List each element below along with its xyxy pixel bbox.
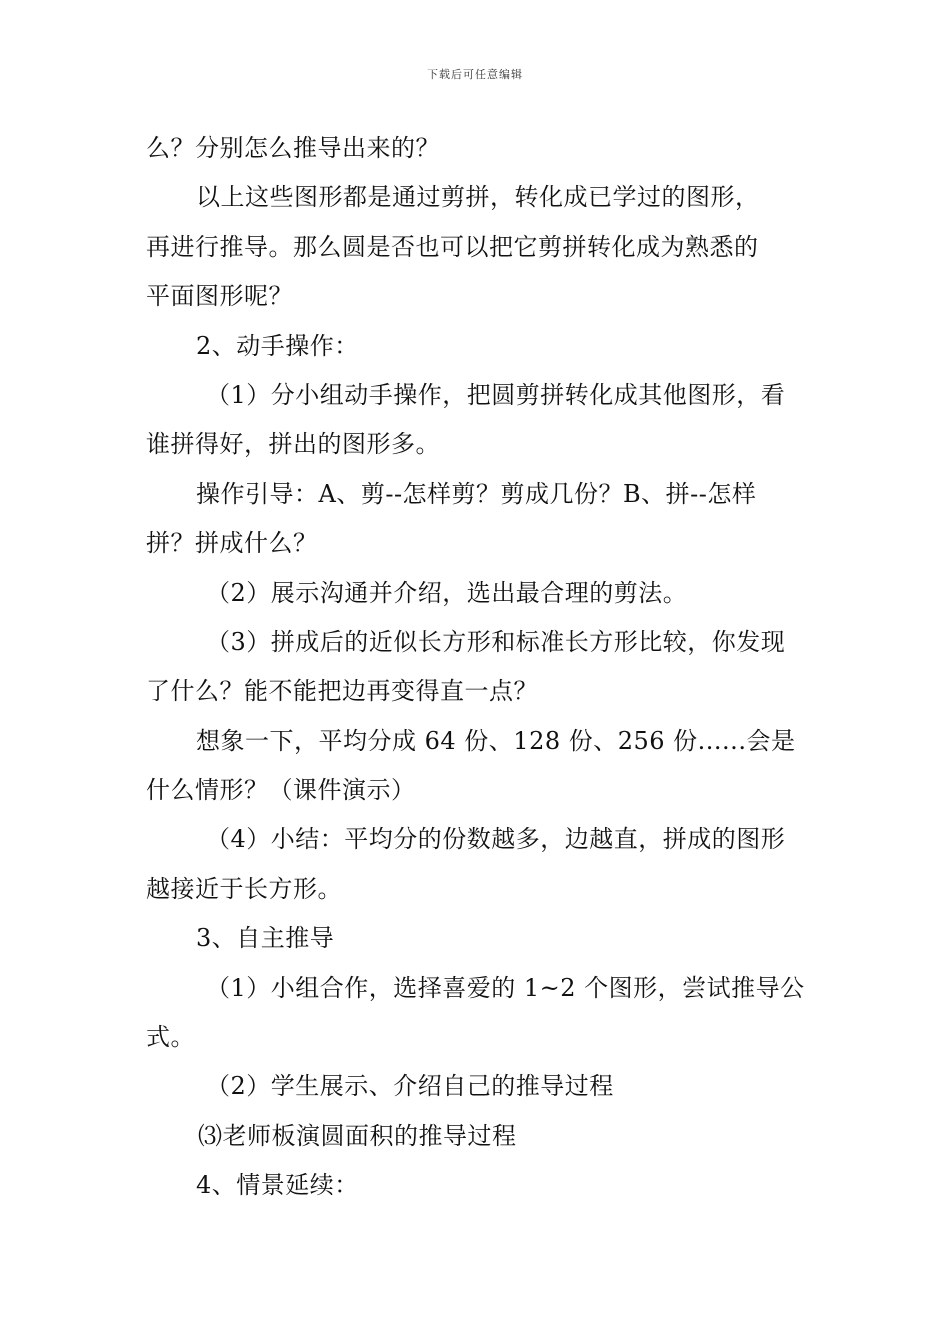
paragraph-line: 么？分别怎么推导出来的？ <box>146 134 440 162</box>
section-heading: 2、动手操作： <box>196 331 359 360</box>
paragraph-line: 再进行推导。那么圆是否也可以把它剪拼转化成为熟悉的 <box>146 232 759 261</box>
paragraph-line: 平面图形呢？ <box>146 282 293 311</box>
document-body <box>146 124 811 1211</box>
paragraph-line: （1）小组合作，选择喜爱的 1~2 个图形，尝试推导公 <box>206 973 805 1002</box>
paragraph-line: ⑶老师板演圆面积的推导过程 <box>198 1121 517 1150</box>
paragraph-line: 想象一下，平均分成 64 份、128 份、256 份......会是 <box>196 726 796 755</box>
paragraph-line: （2）展示沟通并介绍，选出最合理的剪法。 <box>206 578 688 607</box>
paragraph-line: 什么情形？（课件演示） <box>146 776 416 805</box>
paragraph-line: （4）小结：平均分的份数越多，边越直，拼成的图形 <box>206 825 786 854</box>
section-heading: 3、自主推导 <box>196 924 335 953</box>
paragraph-line: 以上这些图形都是通过剪拼，转化成已学过的图形， <box>196 183 760 212</box>
paragraph-line: 谁拼得好，拼出的图形多。 <box>146 430 440 459</box>
paragraph-line: 式。 <box>146 1023 195 1052</box>
paragraph-line: （2）学生展示、介绍自己的推导过程 <box>206 1072 614 1101</box>
paragraph-line: 操作引导：A、剪--怎样剪？剪成几份？B、拼--怎样 <box>196 479 757 508</box>
paragraph-line: 拼？拼成什么？ <box>146 529 318 558</box>
paragraph-line: 越接近于长方形。 <box>146 874 342 903</box>
paragraph-line: （1）分小组动手操作，把圆剪拼转化成其他图形，看 <box>206 380 786 409</box>
section-heading: 4、情景延续： <box>196 1171 359 1200</box>
paragraph-line: 了什么？能不能把边再变得直一点？ <box>146 677 538 706</box>
page-header: 下载后可任意编辑 <box>427 68 523 81</box>
paragraph-line: （3）拼成后的近似长方形和标准长方形比较，你发现 <box>206 627 786 656</box>
